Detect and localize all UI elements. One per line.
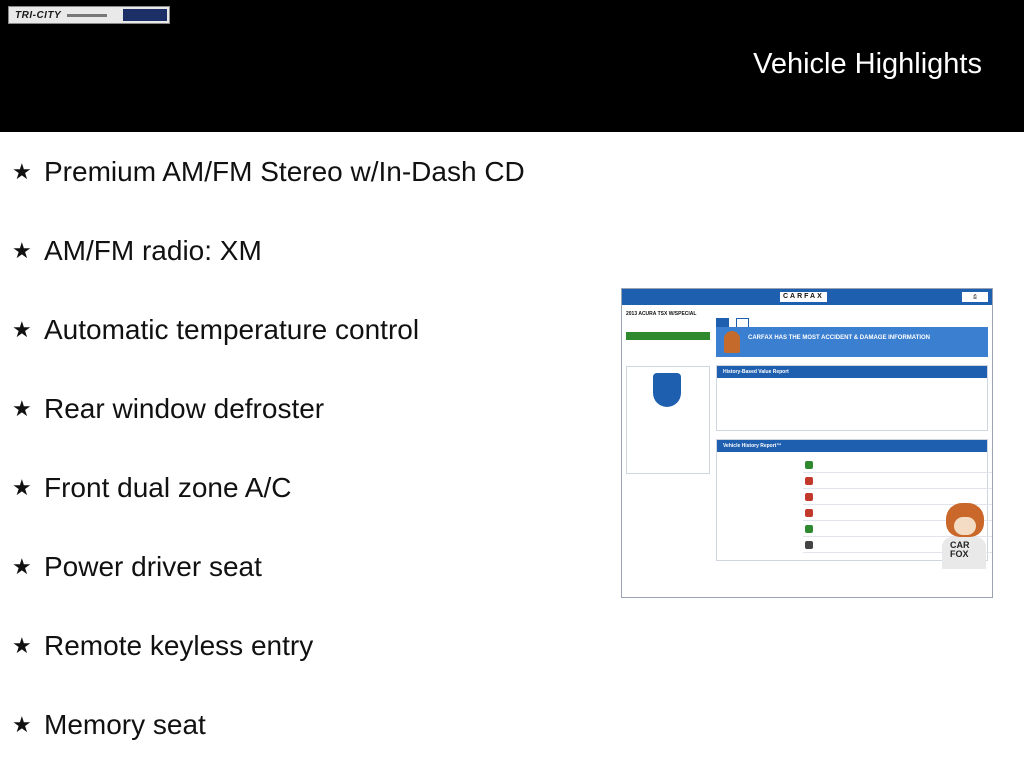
history-value-subtitle bbox=[867, 382, 868, 387]
carfax-logo: CARFAX bbox=[780, 292, 827, 302]
feature-item bbox=[12, 606, 525, 685]
star-icon: ★ bbox=[12, 711, 32, 737]
feature-list bbox=[12, 132, 525, 764]
owner-icon bbox=[805, 493, 813, 501]
fox-mascot-illustration bbox=[938, 503, 990, 569]
feature-label: Memory seat bbox=[44, 708, 206, 740]
report-vin-line bbox=[626, 317, 710, 322]
fox-shirt-text: CAR FOX bbox=[950, 540, 970, 559]
report-dealer-name bbox=[631, 419, 707, 424]
report-banner-text: CARFAX HAS THE MOST ACCIDENT & DAMAGE INFORMATION bbox=[748, 335, 930, 341]
report-dealer-box bbox=[626, 366, 710, 474]
history-value-body bbox=[717, 378, 987, 430]
feature-item bbox=[12, 211, 525, 290]
odometer-icon bbox=[805, 541, 813, 549]
carfax-report-thumbnail bbox=[621, 288, 993, 598]
tools-icon bbox=[805, 477, 813, 485]
feature-item bbox=[12, 685, 525, 764]
star-icon: ★ bbox=[12, 553, 32, 579]
report-tabs bbox=[716, 311, 988, 321]
service-icon bbox=[805, 525, 813, 533]
feature-label: AM/FM radio: XM bbox=[44, 234, 262, 266]
logo-tagline bbox=[67, 14, 107, 17]
feature-label: Power driver seat bbox=[44, 550, 262, 582]
fox-mascot-icon bbox=[724, 331, 740, 353]
star-icon: ★ bbox=[12, 237, 32, 263]
check-icon bbox=[873, 392, 874, 397]
report-footer-text bbox=[716, 573, 988, 578]
feature-label: Remote keyless entry bbox=[44, 629, 314, 661]
star-icon: ★ bbox=[12, 316, 32, 342]
feature-label: Front dual zone A/C bbox=[44, 471, 292, 503]
report-banner bbox=[716, 327, 988, 357]
vehicle-icon bbox=[805, 509, 813, 517]
star-icon: ★ bbox=[12, 158, 32, 184]
report-top-bar bbox=[622, 289, 992, 305]
report-sidebar bbox=[626, 311, 710, 511]
dealer-logo bbox=[8, 6, 170, 24]
check-icon bbox=[805, 461, 813, 469]
vehicle-history-summary bbox=[721, 458, 801, 463]
feature-item bbox=[12, 290, 525, 369]
page-title: Vehicle Highlights bbox=[753, 48, 982, 80]
report-sidebar-active-item bbox=[626, 332, 710, 340]
history-value-heading: History-Based Value Report bbox=[717, 366, 987, 378]
feature-label: Premium AM/FM Stereo w/In-Dash CD bbox=[44, 155, 525, 187]
history-row bbox=[803, 458, 993, 473]
feature-item bbox=[12, 527, 525, 606]
shield-icon bbox=[653, 373, 681, 407]
logo-badge bbox=[123, 9, 167, 21]
report-sidebar-link bbox=[626, 344, 710, 349]
report-vehicle-title: 2013 ACURA TSX W/SPECIAL bbox=[626, 311, 697, 317]
feature-label: Rear window defroster bbox=[44, 392, 325, 424]
history-value-section bbox=[716, 365, 988, 431]
feature-item bbox=[12, 369, 525, 448]
history-row bbox=[803, 474, 993, 489]
star-icon: ★ bbox=[12, 395, 32, 421]
report-sidebar-link bbox=[626, 353, 710, 358]
vehicle-history-heading: Vehicle History Report™ bbox=[717, 440, 987, 452]
print-icon: ⎙ bbox=[962, 292, 988, 302]
person-icon bbox=[873, 412, 874, 417]
tools-icon bbox=[873, 402, 874, 407]
fox-face bbox=[954, 517, 976, 535]
feature-item bbox=[12, 132, 525, 211]
header-bar bbox=[0, 0, 1024, 132]
feature-label: Automatic temperature control bbox=[44, 313, 420, 345]
logo-text: TRI-CITY bbox=[15, 9, 62, 21]
star-icon: ★ bbox=[12, 632, 32, 658]
feature-item bbox=[12, 448, 525, 527]
star-icon: ★ bbox=[12, 474, 32, 500]
